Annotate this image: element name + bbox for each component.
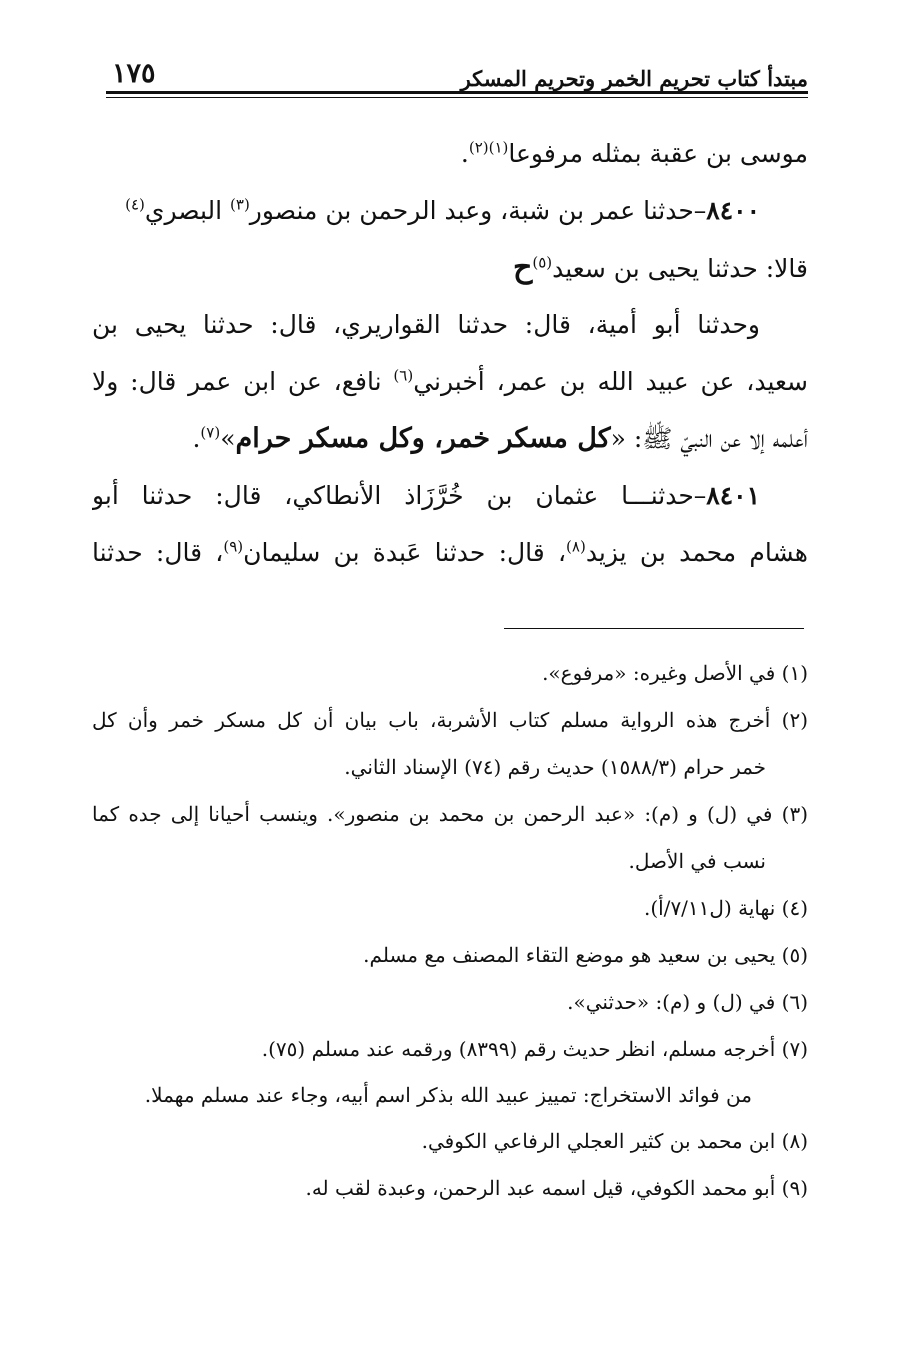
line-text: قالا: حدثنا يحيى بن سعيد [552,254,808,283]
footnote-ref: (٦) [393,366,414,385]
footnote-ref: (٧) [200,423,221,442]
line-text: . [192,424,201,453]
header-rule-thin [106,97,808,98]
line-text: البصري [144,196,231,225]
text-line-8 [92,524,808,581]
hadith-number: ٨٤٠٠ [706,196,760,225]
line-text: أعلمه إلا عن النبيّ ﷺ: « [610,424,808,453]
hadith-quote: كل مسكر خمر، وكل مسكر حرام [235,423,611,454]
line-text: –حدثنـــا عثمان بن خُرَّزَاذ الأنطاكي، قال: حدثنا أبو [92,481,707,510]
line-text: نافع، عن ابن عمر قال: ولا [92,367,394,396]
footnote-6: (٦) في (ل) و (م): «حدثني». [567,990,808,1014]
footnote-4: (٤) نهاية (ل٧/١١/أ). [643,896,808,920]
text-line-5 [92,353,808,410]
hadith-number: ٨٤٠١ [706,481,760,510]
line-text: . [460,139,469,168]
footnote-ref: (٥) [532,253,553,272]
line-text: ، قال: حدثنا عَبدة بن سليمان [243,538,567,567]
line-text: هشام محمد بن يزيد [585,538,808,567]
line-text: ، قال: حدثنا [92,538,224,567]
line-text: » [220,424,236,453]
footnote-separator [504,628,804,629]
line-text: سعيد، عن عبيد الله بن عمر، أخبرني [413,367,808,396]
footnote-ref: (٨) [566,537,586,556]
footnote-1: (١) في الأصل وغيره: «مرفوع». [542,661,808,685]
text-line-4 [92,296,808,353]
line-text: وحدثنا أبو أمية، قال: حدثنا القواريري، قال: حدثنا يحيى بن [92,310,760,339]
text-line-2 [92,182,808,239]
footnote-7: (٧) أخرجه مسلم، انظر حديث رقم (٨٣٩٩) ورقمه عند مسلم (٧٥). [261,1037,808,1061]
header-rule-thick [106,91,808,94]
footnote-3-cont: نسب في الأصل. [628,849,766,873]
line-text: موسى بن عقبة بمثله مرفوعا [508,139,808,168]
page-number: ١٧٥ [112,58,156,89]
footnote-7-benefit: من فوائد الاستخراج: تمييز عبيد الله بذكر اسم أبيه، وجاء عند مسلم مهملا. [144,1083,752,1107]
text-line-3 [92,239,808,296]
footnote-2-cont: خمر حرام (١٥٨٨/٣) حديث رقم (٧٤) الإسناد الثاني. [344,755,766,779]
footnote-5: (٥) يحيى بن سعيد هو موضع التقاء المصنف مع مسلم. [363,943,808,967]
tahwil-marker: ح [512,250,533,285]
footnote-9: (٩) أبو محمد الكوفي، قيل اسمه عبد الرحمن، وعبدة لقب له. [305,1176,808,1200]
main-text [92,125,808,581]
footnote-ref: (٩) [223,537,244,556]
footnotes [92,650,808,1212]
footnote-2: (٢) أخرج هذه الرواية مسلم كتاب الأشربة، باب بيان أن كل مسكر خمر وأن كل [92,708,808,732]
footnote-ref: (١)(٢) [468,138,509,157]
line-text: –حدثنا عمر بن شبة، وعبد الرحمن بن منصور [249,196,707,225]
text-line-6 [92,410,808,467]
footnote-ref: (٣) [230,195,250,214]
footnote-3: (٣) في (ل) و (م): «عبد الرحمن بن محمد بن منصور». وينسب أحيانا إلى جده كما [92,802,808,826]
text-line-1 [92,125,808,182]
text-line-7 [92,467,808,524]
running-title: مبتدأ كتاب تحريم الخمر وتحريم المسكر [460,66,808,91]
footnote-ref: (٤) [125,195,145,214]
footnote-8: (٨) ابن محمد بن كثير العجلي الرفاعي الكوفي. [421,1129,808,1153]
